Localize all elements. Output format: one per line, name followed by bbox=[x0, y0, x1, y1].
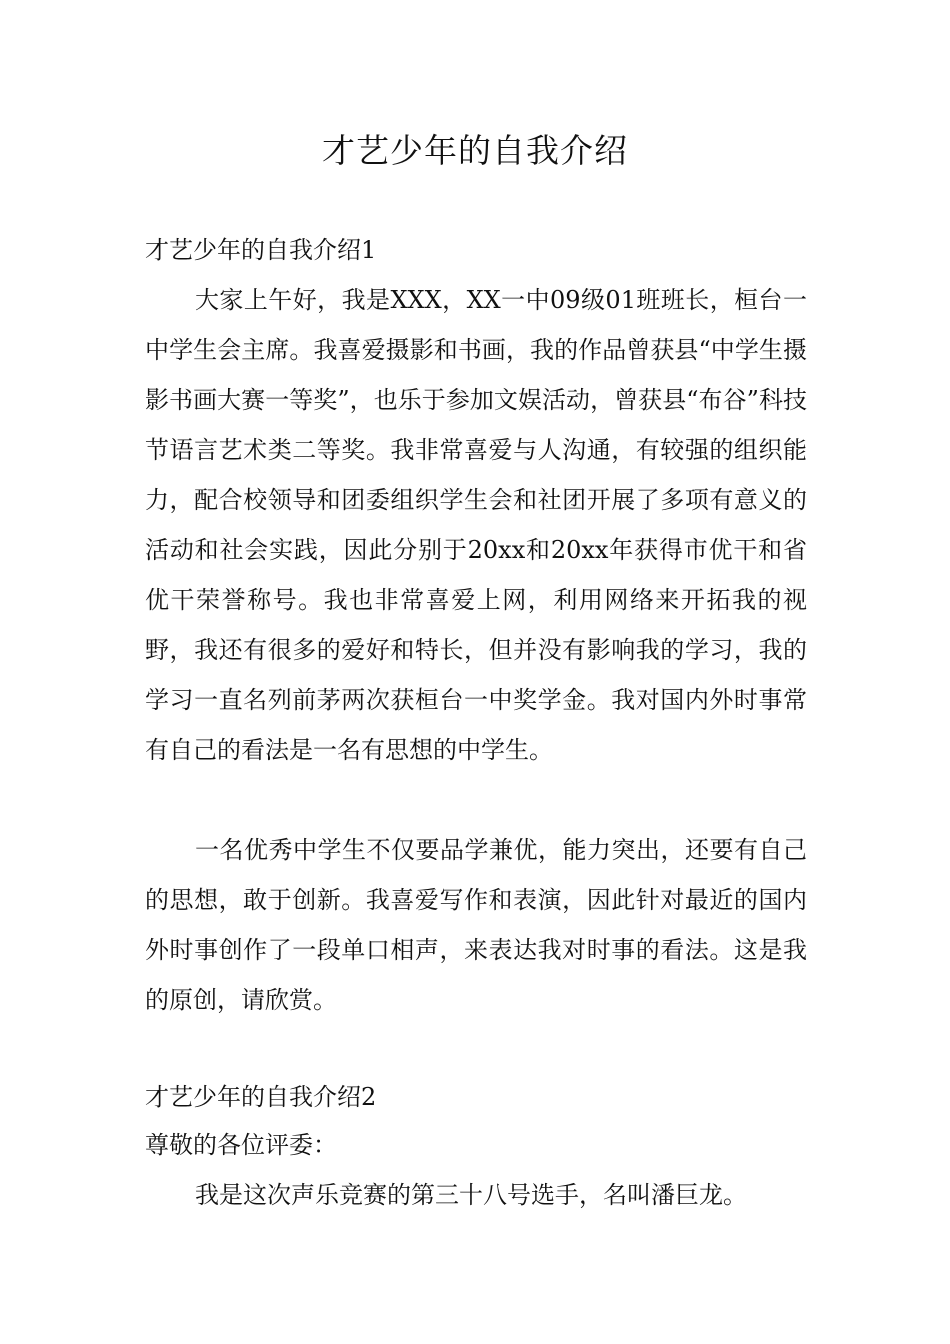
section-1-paragraph-2: 一名优秀中学生不仅要品学兼优，能力突出，还要有自己的思想，敢于创新。我喜爱写作和表演，因此针对最近的国内外时事创作了一段单口相声，来表达我对时事的看法。这是我的原创，请欣赏。 bbox=[145, 836, 807, 1014]
section-2-paragraph-1: 我是这次声乐竞赛的第三十八号选手，名叫潘巨龙。 bbox=[195, 1181, 747, 1209]
section-1-paragraph-1: 大家上午好，我是XXX，XX一中09级01班班长，桓台一中学生会主席。我喜爱摄影和书画，我的作品曾获县“中学生摄影书画大赛一等奖”，也乐于参加文娱活动，曾获县“布谷”科技节语言艺术类二等奖。我非常喜爱与人沟通，有较强的组织能力，配合校领导和团委组织学生会和社团开展了多项有意义的活动和社会实践，因此分别于20xx和20xx年获得市优干和省优干荣誉称号。我也非常喜爱上网，利用网络来开拓我的视野，我还有很多的爱好和特长，但并没有影响我的学习，我的学习一直名列前茅两次获桓台一中奖学金。我对国内外时事常有自己的看法是一名有思想的中学生。 bbox=[145, 286, 807, 764]
section-heading-1: 才艺少年的自我介绍1 bbox=[145, 236, 377, 264]
salutation: 尊敬的各位评委： bbox=[145, 1131, 337, 1159]
document-title: 才艺少年的自我介绍 bbox=[322, 131, 628, 170]
section-heading-2: 才艺少年的自我介绍2 bbox=[145, 1083, 377, 1111]
